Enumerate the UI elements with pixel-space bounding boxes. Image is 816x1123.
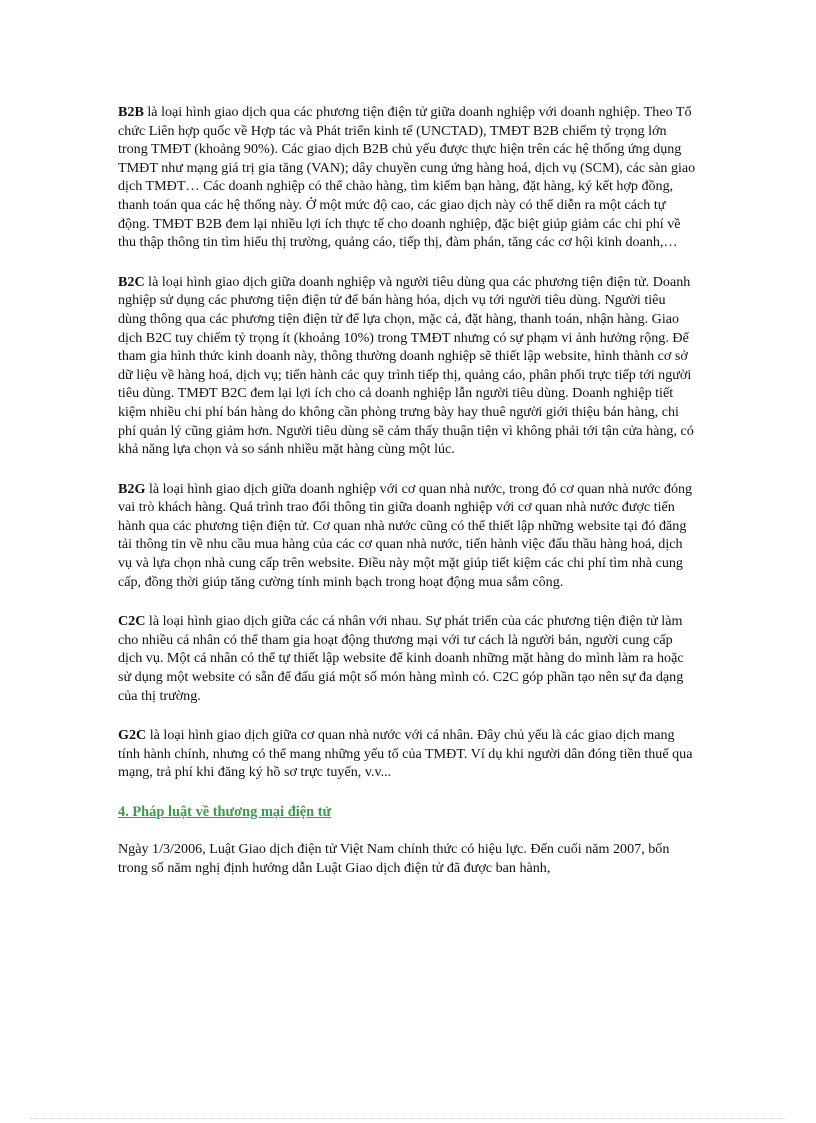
paragraph-b2g: [118, 480, 696, 592]
section-heading: 4. Pháp luật về thương mại điện tử: [118, 804, 332, 820]
term-c2c: C2C: [118, 613, 146, 630]
term-b2c: B2C: [118, 273, 145, 290]
paragraph-g2c-text: là loại hình giao dịch giữa cơ quan nhà nước với cá nhân. Đây chủ yếu là các giao dịch mang tính hành chính, nhưng có thể mang những yếu tố của TMĐT. Ví dụ khi người dân đóng tiền thuế qua mạng, trả phí khi đăng ký hồ sơ trực tuyến, v.v...: [118, 727, 693, 781]
closing-paragraph: Ngày 1/3/2006, Luật Giao dịch điện tử Việt Nam chính thức có hiệu lực. Đến cuối năm 2007, bốn trong số năm nghị định hướng dẫn Luật Giao dịch điện tử đã được ban hành,: [118, 841, 670, 876]
paragraph-b2c-text: là loại hình giao dịch giữa doanh nghiệp và người tiêu dùng qua các phương tiện điện tử. Doanh nghiệp sử dụng các phương tiện điện tử để bán hàng hóa, dịch vụ tới người tiêu dùng. Người tiêu dùng thông qua các phương tiện điện tử để lựa chọn, mặc cả, đặt hàng, thanh toán, nhận hàng. Giao dịch B2C tuy chiếm tỷ trọng ít (khoảng 10%) trong TMĐT nhưng có sự phạm vi ảnh hưởng rộng. Để tham gia hình thức kinh doanh này, thông thường doanh nghiệp sẽ thiết lập website, hình thành cơ sở dữ liệu về hàng hoá, dịch vụ; tiến hành các quy trình tiếp thị, quảng cáo, phân phối trực tiếp tới người tiêu dùng. TMĐT B2C đem lại lợi ích cho cả doanh nghiệp lẫn người tiêu dùng. Doanh nghiệp tiết kiệm nhiều chi phí bán hàng do không cần phòng trưng bày hay thuê người giới thiệu bán hàng, chi phí quản lý cũng giảm hơn. Người tiêu dùng sẽ cảm thấy thuận tiện vì không phải tới tận cửa hàng, có khả năng lựa chọn và so sánh nhiều mặt hàng cùng một lúc.: [118, 273, 694, 458]
term-b2b: B2B: [118, 104, 144, 120]
paragraph-b2g-text: là loại hình giao dịch giữa doanh nghiệp với cơ quan nhà nước, trong đó cơ quan nhà nước đóng vai trò khách hàng. Quá trình trao đổi thông tin giữa doanh nghiệp với cơ quan nhà nước được tiến hành qua các phương tiện điện tử. Cơ quan nhà nước cũng có thể thiết lập những website tại đó đăng tải thông tin về nhu cầu mua hàng của các cơ quan nhà nước, tiến hành việc đấu thầu hàng hoá, dịch vụ và lựa chọn nhà cung cấp trên website. Điều này một mặt giúp tiết kiệm các chi phí tìm nhà cung cấp, đồng thời giúp tăng cường tính minh bạch trong hoạt động mua sắm công.: [118, 480, 693, 590]
paragraph-b2c: [118, 273, 696, 459]
paragraph-c2c-text: là loại hình giao dịch giữa các cá nhân với nhau. Sự phát triển của các phương tiện điện tử làm cho nhiều cá nhân có thể tham gia hoạt động thương mại với tư cách là người bán, người cung cấp dịch vụ. Một cá nhân có thể tự thiết lập website để kinh doanh những mặt hàng do mình làm ra hoặc sử dụng một website có sẵn để đấu giá một số món hàng mình có. C2C góp phần tạo nên sự đa dạng của thị trường.: [118, 613, 684, 704]
paragraph-b2b-text: là loại hình giao dịch qua các phương tiện điện tử giữa doanh nghiệp với doanh nghiệp. Theo Tổ chức Liên hợp quốc về Hợp tác và Phát triển kinh tế (UNCTAD), TMĐT B2B chiếm tỷ trọng lớn trong TMĐT (khoảng 90%). Các giao dịch B2B chủ yếu được thực hiện trên các hệ thống ứng dụng TMĐT như mạng giá trị gia tăng (VAN); dây chuyền cung ứng hàng hoá, dịch vụ (SCM), các sàn giao dịch TMĐT… Các doanh nghiệp có thể chào hàng, tìm kiếm bạn hàng, đặt hàng, ký kết hợp đồng, thanh toán qua các hệ thống này. Ở một mức độ cao, các giao dịch này có thể diễn ra một cách tự động. TMĐT B2B đem lại nhiều lợi ích thực tế cho doanh nghiệp, đặc biệt giúp giảm các chi phí về thu thập thông tin tìm hiểu thị trường, quảng cáo, tiếp thị, đàm phán, tăng các cơ hội kinh doanh,…: [118, 104, 696, 251]
term-g2c: G2C: [118, 727, 147, 744]
paragraph-g2c: [118, 726, 696, 782]
term-b2g: B2G: [118, 480, 146, 497]
paragraph-c2c: [118, 612, 696, 705]
page-bottom-divider: [30, 1118, 786, 1119]
document-page: [118, 103, 696, 898]
paragraph-b2b: [118, 103, 696, 252]
